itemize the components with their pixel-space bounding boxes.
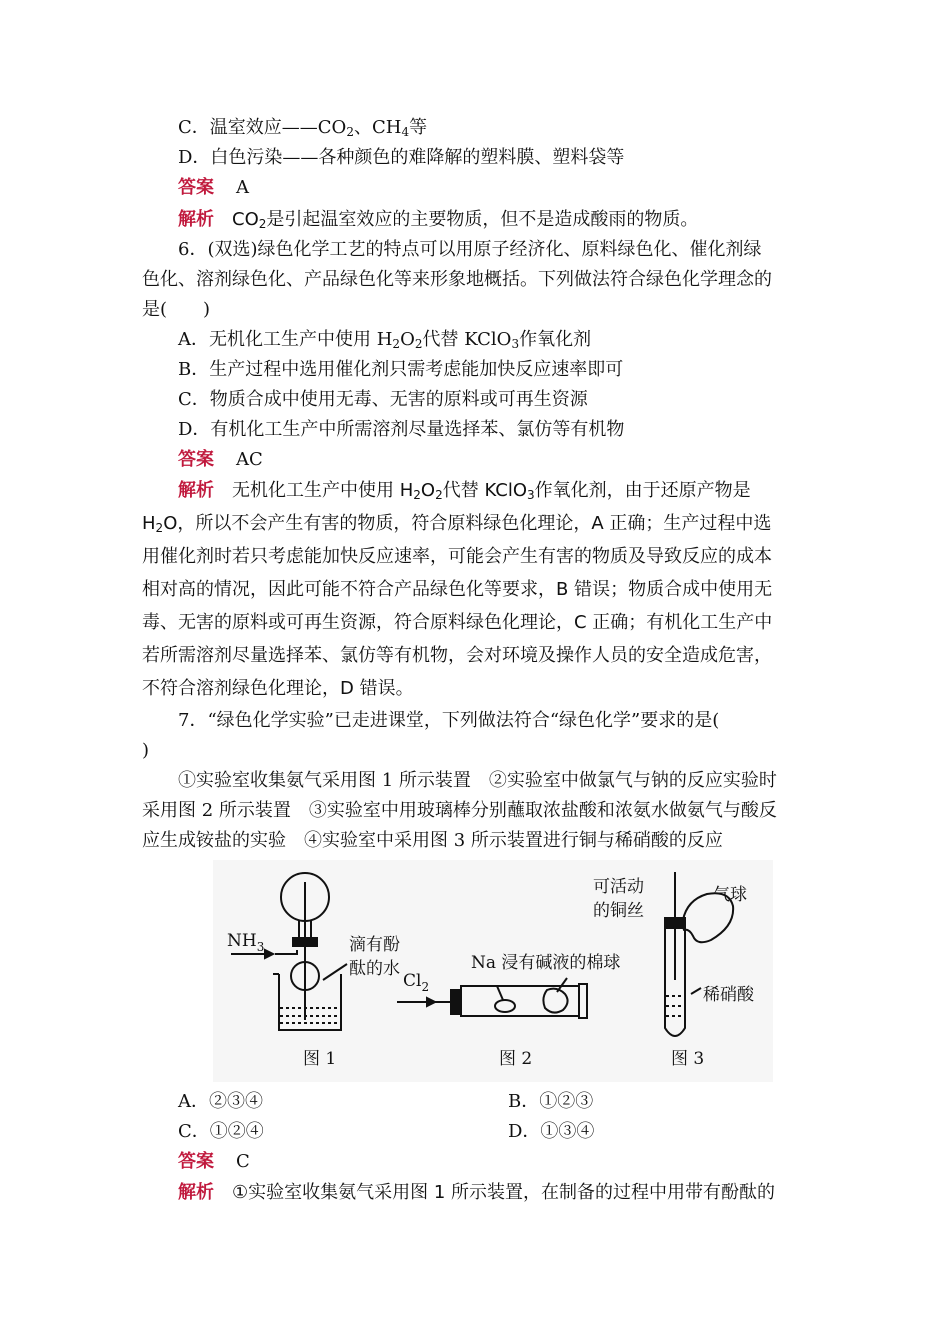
q6-answer: 答案 AC [178, 449, 263, 470]
q6-stem-line-1: 6．(双选)绿色化学工艺的特点可以用原子经济化、原料绿色化、催化剂绿 [178, 239, 762, 260]
na-cotton-label: Na 浸有碱液的棉球 [471, 953, 621, 973]
q6-explanation-line-4: 相对高的情况，因此可能不符合产品绿色化等要求，B 错误；物质合成中使用无 [142, 579, 773, 600]
q7-stem-line-2: ) [142, 740, 150, 761]
q5-explanation: 解析 $CO_2$是引起温室效应的主要物质，但不是造成酸雨的物质。 [178, 209, 699, 231]
q5-option-d: D．白色污染——各种颜色的难降解的塑料膜、塑料袋等 [178, 147, 625, 168]
q7-option-a: A．②③④ [178, 1091, 263, 1112]
nitric-acid-label: 稀硝酸 [703, 985, 754, 1005]
q6-stem-line-2: 色化、溶剂绿色化、产品绿色化等来形象地概括。下列做法符合绿色化学理念的 [142, 269, 772, 290]
q6-explanation-line-2: $H_2O$，所以不会产生有害的物质，符合原料绿色化理论，A 正确；生产过程中选 [142, 513, 772, 535]
q6-option-c: C．物质合成中使用无毒、无害的原料或可再生资源 [178, 389, 588, 410]
copper-wire-label-line-2: 的铜丝 [593, 901, 644, 921]
q6-explanation-line-1: 解析 无机化工生产中使用 $H_2O_2$代替 KClO$_3$作氧化剂，由于还原产物是 [178, 480, 751, 502]
figure-1-caption: 图 1 [303, 1049, 337, 1069]
q7-desc-line-2: 采用图 2 所示装置 ③实验室中用玻璃棒分别蘸取浓盐酸和浓氨水做氨气与酸反 [142, 800, 777, 821]
figure-3-caption: 图 3 [671, 1049, 705, 1069]
cl2-label: $Cl_2$ [403, 971, 430, 994]
q6-option-b: B．生产过程中选用催化剂只需考虑能加快反应速率即可 [178, 359, 624, 380]
water-label-line-2: 酞的水 [349, 959, 400, 979]
nh3-label: $NH_3$ [227, 931, 265, 954]
q6-option-d: D．有机化工生产中所需溶剂尽量选择苯、氯仿等有机物 [178, 419, 625, 440]
q7-desc-line-3: 应生成铵盐的实验 ④实验室中采用图 3 所示装置进行铜与稀硝酸的反应 [142, 830, 723, 851]
figure-1-flask-apparatus [231, 873, 347, 1030]
q7-option-c: C．①②④ [178, 1121, 264, 1142]
q7-answer: 答案 C [178, 1151, 250, 1172]
q5-option-c: C．温室效应$——CO_2$、$CH_4$等 [178, 117, 428, 139]
q6-explanation-line-7: 不符合溶剂绿色化理论，D 错误。 [142, 678, 414, 699]
q6-stem-line-3: 是( ) [142, 299, 211, 320]
q7-stem-line-1: 7．“绿色化学实验”已走进课堂，下列做法符合“绿色化学”要求的是( [178, 710, 720, 731]
q7-option-b: B．①②③ [508, 1091, 594, 1112]
q6-explanation-line-6: 若所需溶剂尽量选择苯、氯仿等有机物，会对环境及操作人员的安全造成危害， [142, 645, 772, 666]
copper-wire-label-line-1: 可活动 [593, 877, 644, 897]
q7-option-d: D．①③④ [508, 1121, 595, 1142]
q6-option-a: A．无机化工生产中使用 $H_2O_2$代替 KClO$_3$作氧化剂 [178, 329, 592, 351]
figure-2-caption: 图 2 [499, 1049, 533, 1069]
q7-desc-line-1: ①实验室收集氨气采用图 1 所示装置 ②实验室中做氯气与钠的反应实验时 [178, 770, 777, 791]
q7-explanation-line-1: 解析 ①实验室收集氨气采用图 1 所示装置，在制备的过程中用带有酚酞的 [178, 1182, 776, 1203]
q6-explanation-line-3: 用催化剂时若只考虑能加快反应速率，可能会产生有害的物质及导致反应的成本 [142, 546, 772, 567]
balloon-label: 气球 [713, 885, 747, 905]
apparatus-figure [213, 860, 773, 1082]
q5-answer: 答案 A [178, 177, 249, 198]
water-label-line-1: 滴有酚 [349, 935, 400, 955]
q6-explanation-line-5: 毒、无害的原料或可再生资源，符合原料绿色化理论，C 正确；有机化工生产中 [142, 612, 773, 633]
